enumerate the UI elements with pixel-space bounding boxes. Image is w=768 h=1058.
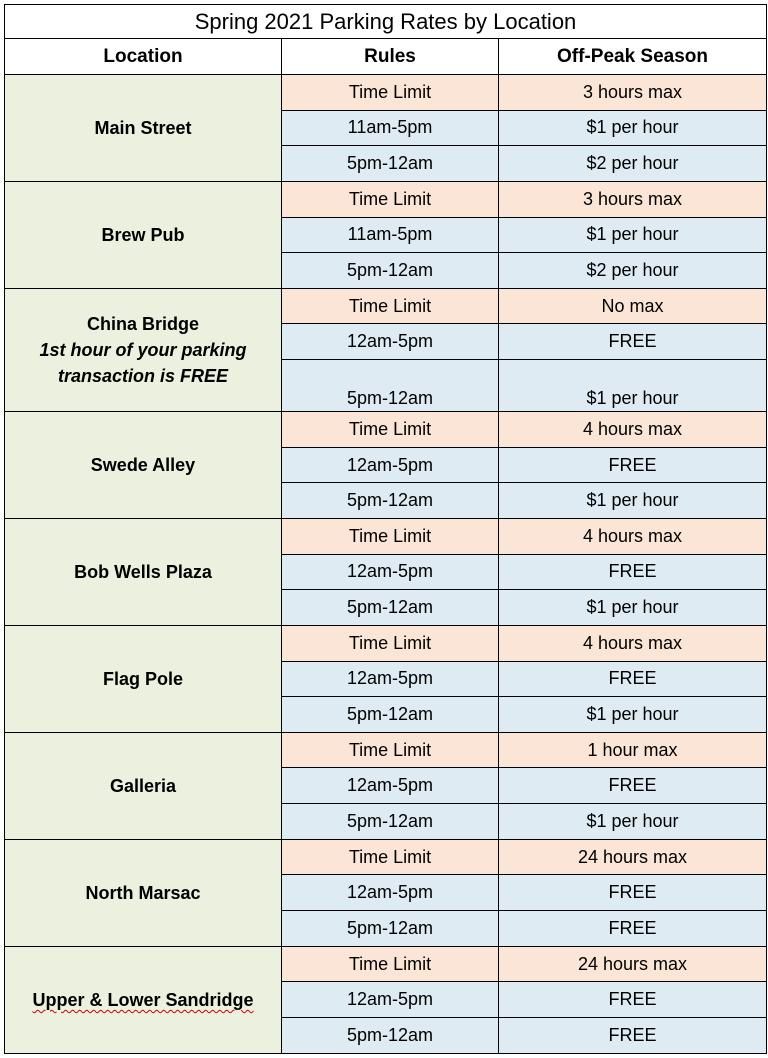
table-row — [5, 946, 767, 982]
rule-cell: Time Limit — [282, 288, 499, 324]
rate-value-cell: $1 per hour — [499, 360, 767, 412]
location-cell — [5, 181, 282, 288]
rate-value-cell: FREE — [499, 1017, 767, 1053]
rate-value-cell: $1 per hour — [499, 483, 767, 519]
rule-cell: 12am-5pm — [282, 554, 499, 590]
rule-cell: 5pm-12am — [282, 804, 499, 840]
location-note: 1st hour of your parking transaction is FREE — [39, 339, 247, 386]
rate-value-cell: 4 hours max — [499, 625, 767, 661]
table-row — [5, 288, 767, 324]
location-name: Main Street — [94, 117, 192, 138]
location-name: Brew Pub — [101, 224, 185, 245]
table-row — [5, 625, 767, 661]
header-location: Location — [5, 39, 282, 75]
rate-value-cell: 4 hours max — [499, 412, 767, 448]
rule-cell: Time Limit — [282, 181, 499, 217]
rule-cell: Time Limit — [282, 625, 499, 661]
location-cell — [5, 75, 282, 182]
rule-cell: Time Limit — [282, 412, 499, 448]
rule-cell: 5pm-12am — [282, 483, 499, 519]
rate-value-cell: $2 per hour — [499, 253, 767, 289]
table-row — [5, 839, 767, 875]
rate-value-cell: $1 per hour — [499, 804, 767, 840]
location-cell — [5, 625, 282, 732]
table-row — [5, 412, 767, 448]
rate-value-cell: $1 per hour — [499, 110, 767, 146]
rate-value-cell: FREE — [499, 982, 767, 1018]
location-name: Galleria — [109, 775, 177, 796]
location-name: China Bridge — [86, 313, 199, 334]
rule-cell: 5pm-12am — [282, 360, 499, 412]
rule-cell: 5pm-12am — [282, 146, 499, 182]
table-row — [5, 181, 767, 217]
rate-value-cell: 3 hours max — [499, 181, 767, 217]
rate-value-cell: 4 hours max — [499, 519, 767, 555]
location-cell — [5, 412, 282, 519]
rule-cell: 11am-5pm — [282, 217, 499, 253]
location-cell — [5, 519, 282, 626]
rate-value-cell: 1 hour max — [499, 732, 767, 768]
rule-cell: 12am-5pm — [282, 661, 499, 697]
location-name: Bob Wells Plaza — [74, 561, 212, 582]
rate-value-cell: 24 hours max — [499, 839, 767, 875]
header-off-peak-season: Off-Peak Season — [499, 39, 767, 75]
table-row — [5, 75, 767, 111]
location-cell — [5, 288, 282, 411]
table-title: Spring 2021 Parking Rates by Location — [5, 5, 767, 39]
rule-cell: Time Limit — [282, 839, 499, 875]
location-cell — [5, 732, 282, 839]
rule-cell: Time Limit — [282, 732, 499, 768]
rate-value-cell: FREE — [499, 875, 767, 911]
rule-cell: Time Limit — [282, 519, 499, 555]
rate-value-cell: 3 hours max — [499, 75, 767, 111]
rate-value-cell: $1 per hour — [499, 697, 767, 733]
location-name: Upper & Lower Sandridge — [32, 989, 254, 1010]
rule-cell: 12am-5pm — [282, 875, 499, 911]
header-rules: Rules — [282, 39, 499, 75]
rate-value-cell: FREE — [499, 447, 767, 483]
rule-cell: Time Limit — [282, 946, 499, 982]
rule-cell: 12am-5pm — [282, 324, 499, 360]
rate-value-cell: FREE — [499, 768, 767, 804]
rule-cell: 5pm-12am — [282, 911, 499, 947]
rate-value-cell: FREE — [499, 324, 767, 360]
rule-cell: Time Limit — [282, 75, 499, 111]
location-name: Flag Pole — [102, 668, 183, 689]
rule-cell: 12am-5pm — [282, 768, 499, 804]
rate-value-cell: $1 per hour — [499, 590, 767, 626]
table-body — [5, 75, 767, 1054]
rate-value-cell: $2 per hour — [499, 146, 767, 182]
location-name: North Marsac — [85, 882, 201, 903]
rate-value-cell: FREE — [499, 661, 767, 697]
rule-cell: 5pm-12am — [282, 697, 499, 733]
rule-cell: 11am-5pm — [282, 110, 499, 146]
location-cell — [5, 839, 282, 946]
rate-value-cell: FREE — [499, 554, 767, 590]
rule-cell: 5pm-12am — [282, 253, 499, 289]
table-row — [5, 519, 767, 555]
table-row — [5, 732, 767, 768]
rule-cell: 12am-5pm — [282, 447, 499, 483]
rate-value-cell: FREE — [499, 911, 767, 947]
rate-value-cell: No max — [499, 288, 767, 324]
rule-cell: 12am-5pm — [282, 982, 499, 1018]
rate-value-cell: $1 per hour — [499, 217, 767, 253]
location-cell — [5, 946, 282, 1053]
parking-rates-table — [4, 4, 767, 1054]
rule-cell: 5pm-12am — [282, 1017, 499, 1053]
rate-value-cell: 24 hours max — [499, 946, 767, 982]
rule-cell: 5pm-12am — [282, 590, 499, 626]
location-name: Swede Alley — [90, 455, 196, 476]
